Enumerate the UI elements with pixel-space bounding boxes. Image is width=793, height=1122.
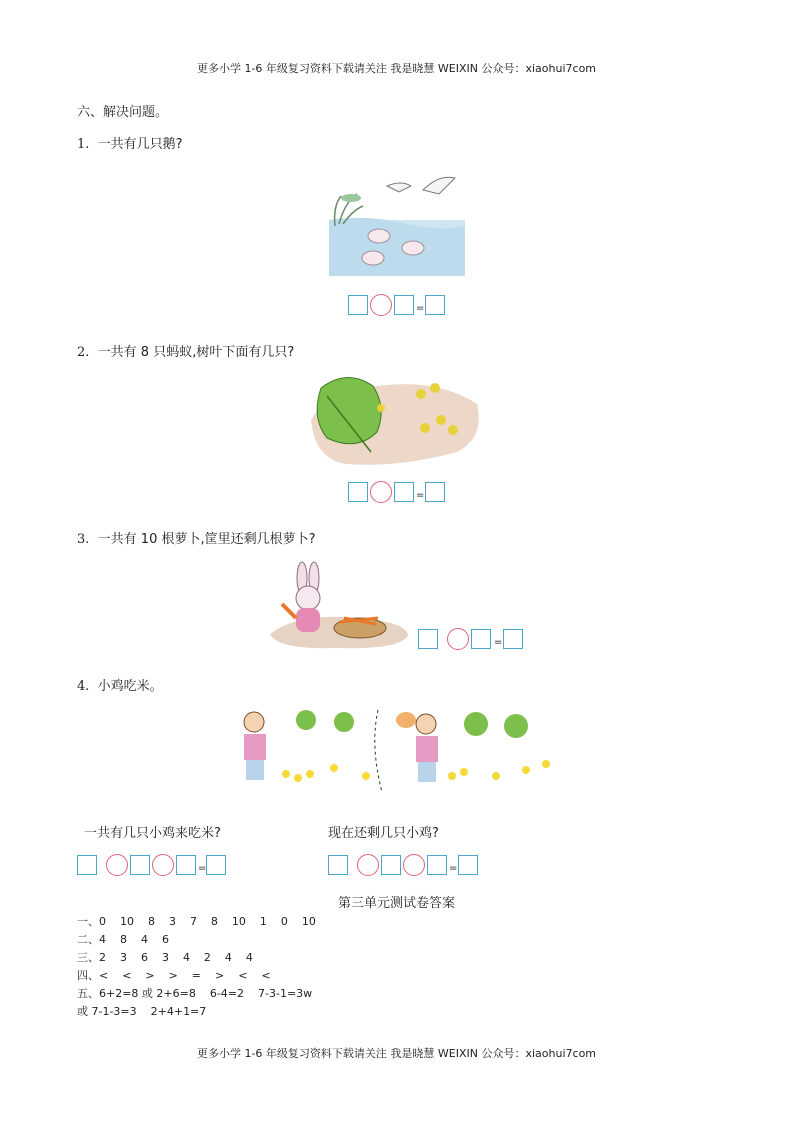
- flying-goose: [387, 183, 411, 192]
- equals-sign: =: [198, 863, 207, 874]
- answer-line: 四、< < > > = > < <: [77, 969, 271, 982]
- carrot: [282, 604, 296, 618]
- chick: [448, 772, 456, 780]
- goose: [368, 229, 390, 243]
- boy-shirt: [244, 734, 266, 760]
- boy-head: [244, 712, 264, 732]
- answer-line: 五、6+2=8 或 2+6=8 6-4=2 7-3-1=3w: [77, 987, 313, 1000]
- operator-circle[interactable]: [370, 294, 392, 316]
- answer-box[interactable]: [328, 855, 348, 875]
- chick: [362, 772, 370, 780]
- tree: [464, 712, 488, 736]
- divider-line: [375, 710, 382, 792]
- section-title: 六、解决问题。: [77, 105, 169, 120]
- question-text: 一共有几只鹅?: [97, 137, 183, 152]
- answer-line: 二、4 8 4 6: [77, 933, 169, 946]
- question-number: 2.: [77, 345, 90, 360]
- ant: [430, 383, 440, 393]
- goose: [402, 241, 424, 255]
- answer-box[interactable]: [418, 629, 438, 649]
- boy-pants: [246, 760, 264, 780]
- answer-line: 一、0 10 8 3 7 8 10 1 0 10: [77, 915, 316, 928]
- question-3: [77, 528, 316, 547]
- answer-box[interactable]: [206, 855, 226, 875]
- answer-box[interactable]: [176, 855, 196, 875]
- flying-goose: [423, 177, 455, 194]
- equals-sign: =: [416, 303, 425, 314]
- chick: [330, 764, 338, 772]
- ant: [420, 423, 430, 433]
- boy-shirt: [416, 736, 438, 762]
- answer-line: 三、2 3 6 3 4 2 4 4: [77, 951, 253, 964]
- tree: [296, 710, 316, 730]
- answer-box[interactable]: [381, 855, 401, 875]
- answer-box[interactable]: [458, 855, 478, 875]
- rabbit-head: [296, 586, 320, 610]
- chick: [460, 768, 468, 776]
- answer-box[interactable]: [427, 855, 447, 875]
- ants-leaf-illustration: [307, 368, 483, 468]
- chick: [492, 772, 500, 780]
- q4-left-label: 一共有几只小鸡来吃米?: [84, 826, 221, 841]
- question-4: [77, 675, 163, 694]
- question-number: 1.: [77, 137, 90, 152]
- ant: [436, 415, 446, 425]
- answer-box[interactable]: [77, 855, 97, 875]
- operator-circle[interactable]: [447, 628, 469, 650]
- leaf: [317, 377, 381, 443]
- question-1: [77, 133, 183, 152]
- operator-circle[interactable]: [357, 854, 379, 876]
- question-text: 一共有 10 根萝卜,筐里还剩几根萝卜?: [97, 532, 316, 547]
- page-footer: 更多小学 1-6 年级复习资料下载请关注 我是晓慧 WEIXIN 公众号：xiaohui7com: [196, 1047, 597, 1060]
- boy-head: [416, 714, 436, 734]
- chicks-eating-illustration: [236, 706, 560, 798]
- rabbit-dress: [296, 608, 320, 632]
- page-header: 更多小学 1-6 年级复习资料下载请关注 我是晓慧 WEIXIN 公众号：xiaohui7com: [196, 62, 597, 75]
- chick: [282, 770, 290, 778]
- question-text: 小鸡吃米。: [97, 679, 163, 694]
- tree: [334, 712, 354, 732]
- tree: [504, 714, 528, 738]
- answer-box[interactable]: [425, 482, 445, 502]
- operator-circle[interactable]: [403, 854, 425, 876]
- chick: [294, 774, 302, 782]
- answer-box[interactable]: [348, 295, 368, 315]
- answer-box[interactable]: [130, 855, 150, 875]
- goose: [362, 251, 384, 265]
- question-2: [77, 341, 294, 360]
- answer-title: 第三单元测试卷答案: [337, 896, 455, 911]
- reed-leaves: [341, 194, 361, 202]
- boy-pants: [418, 762, 436, 782]
- question-number: 3.: [77, 532, 90, 547]
- equals-sign: =: [449, 863, 458, 874]
- ant: [416, 389, 426, 399]
- operator-circle[interactable]: [106, 854, 128, 876]
- question-text: 一共有 8 只蚂蚁,树叶下面有几只?: [97, 345, 295, 360]
- answer-box[interactable]: [394, 295, 414, 315]
- ant: [377, 404, 385, 412]
- equals-sign: =: [494, 637, 503, 648]
- q4-right-label: 现在还剩几只小鸡?: [328, 826, 439, 841]
- rabbit-carrots-illustration: [268, 556, 410, 652]
- answer-box[interactable]: [425, 295, 445, 315]
- answer-line: 或 7-1-3=3 2+4+1=7: [77, 1005, 207, 1018]
- answer-box[interactable]: [394, 482, 414, 502]
- answer-box[interactable]: [471, 629, 491, 649]
- fan: [396, 712, 416, 728]
- answer-box[interactable]: [503, 629, 523, 649]
- geese-pond-illustration: [327, 166, 467, 278]
- equals-sign: =: [416, 490, 425, 501]
- question-number: 4.: [77, 679, 90, 694]
- answer-box[interactable]: [348, 482, 368, 502]
- chick: [306, 770, 314, 778]
- operator-circle[interactable]: [370, 481, 392, 503]
- chick: [522, 766, 530, 774]
- chick: [542, 760, 550, 768]
- ant: [448, 425, 458, 435]
- operator-circle[interactable]: [152, 854, 174, 876]
